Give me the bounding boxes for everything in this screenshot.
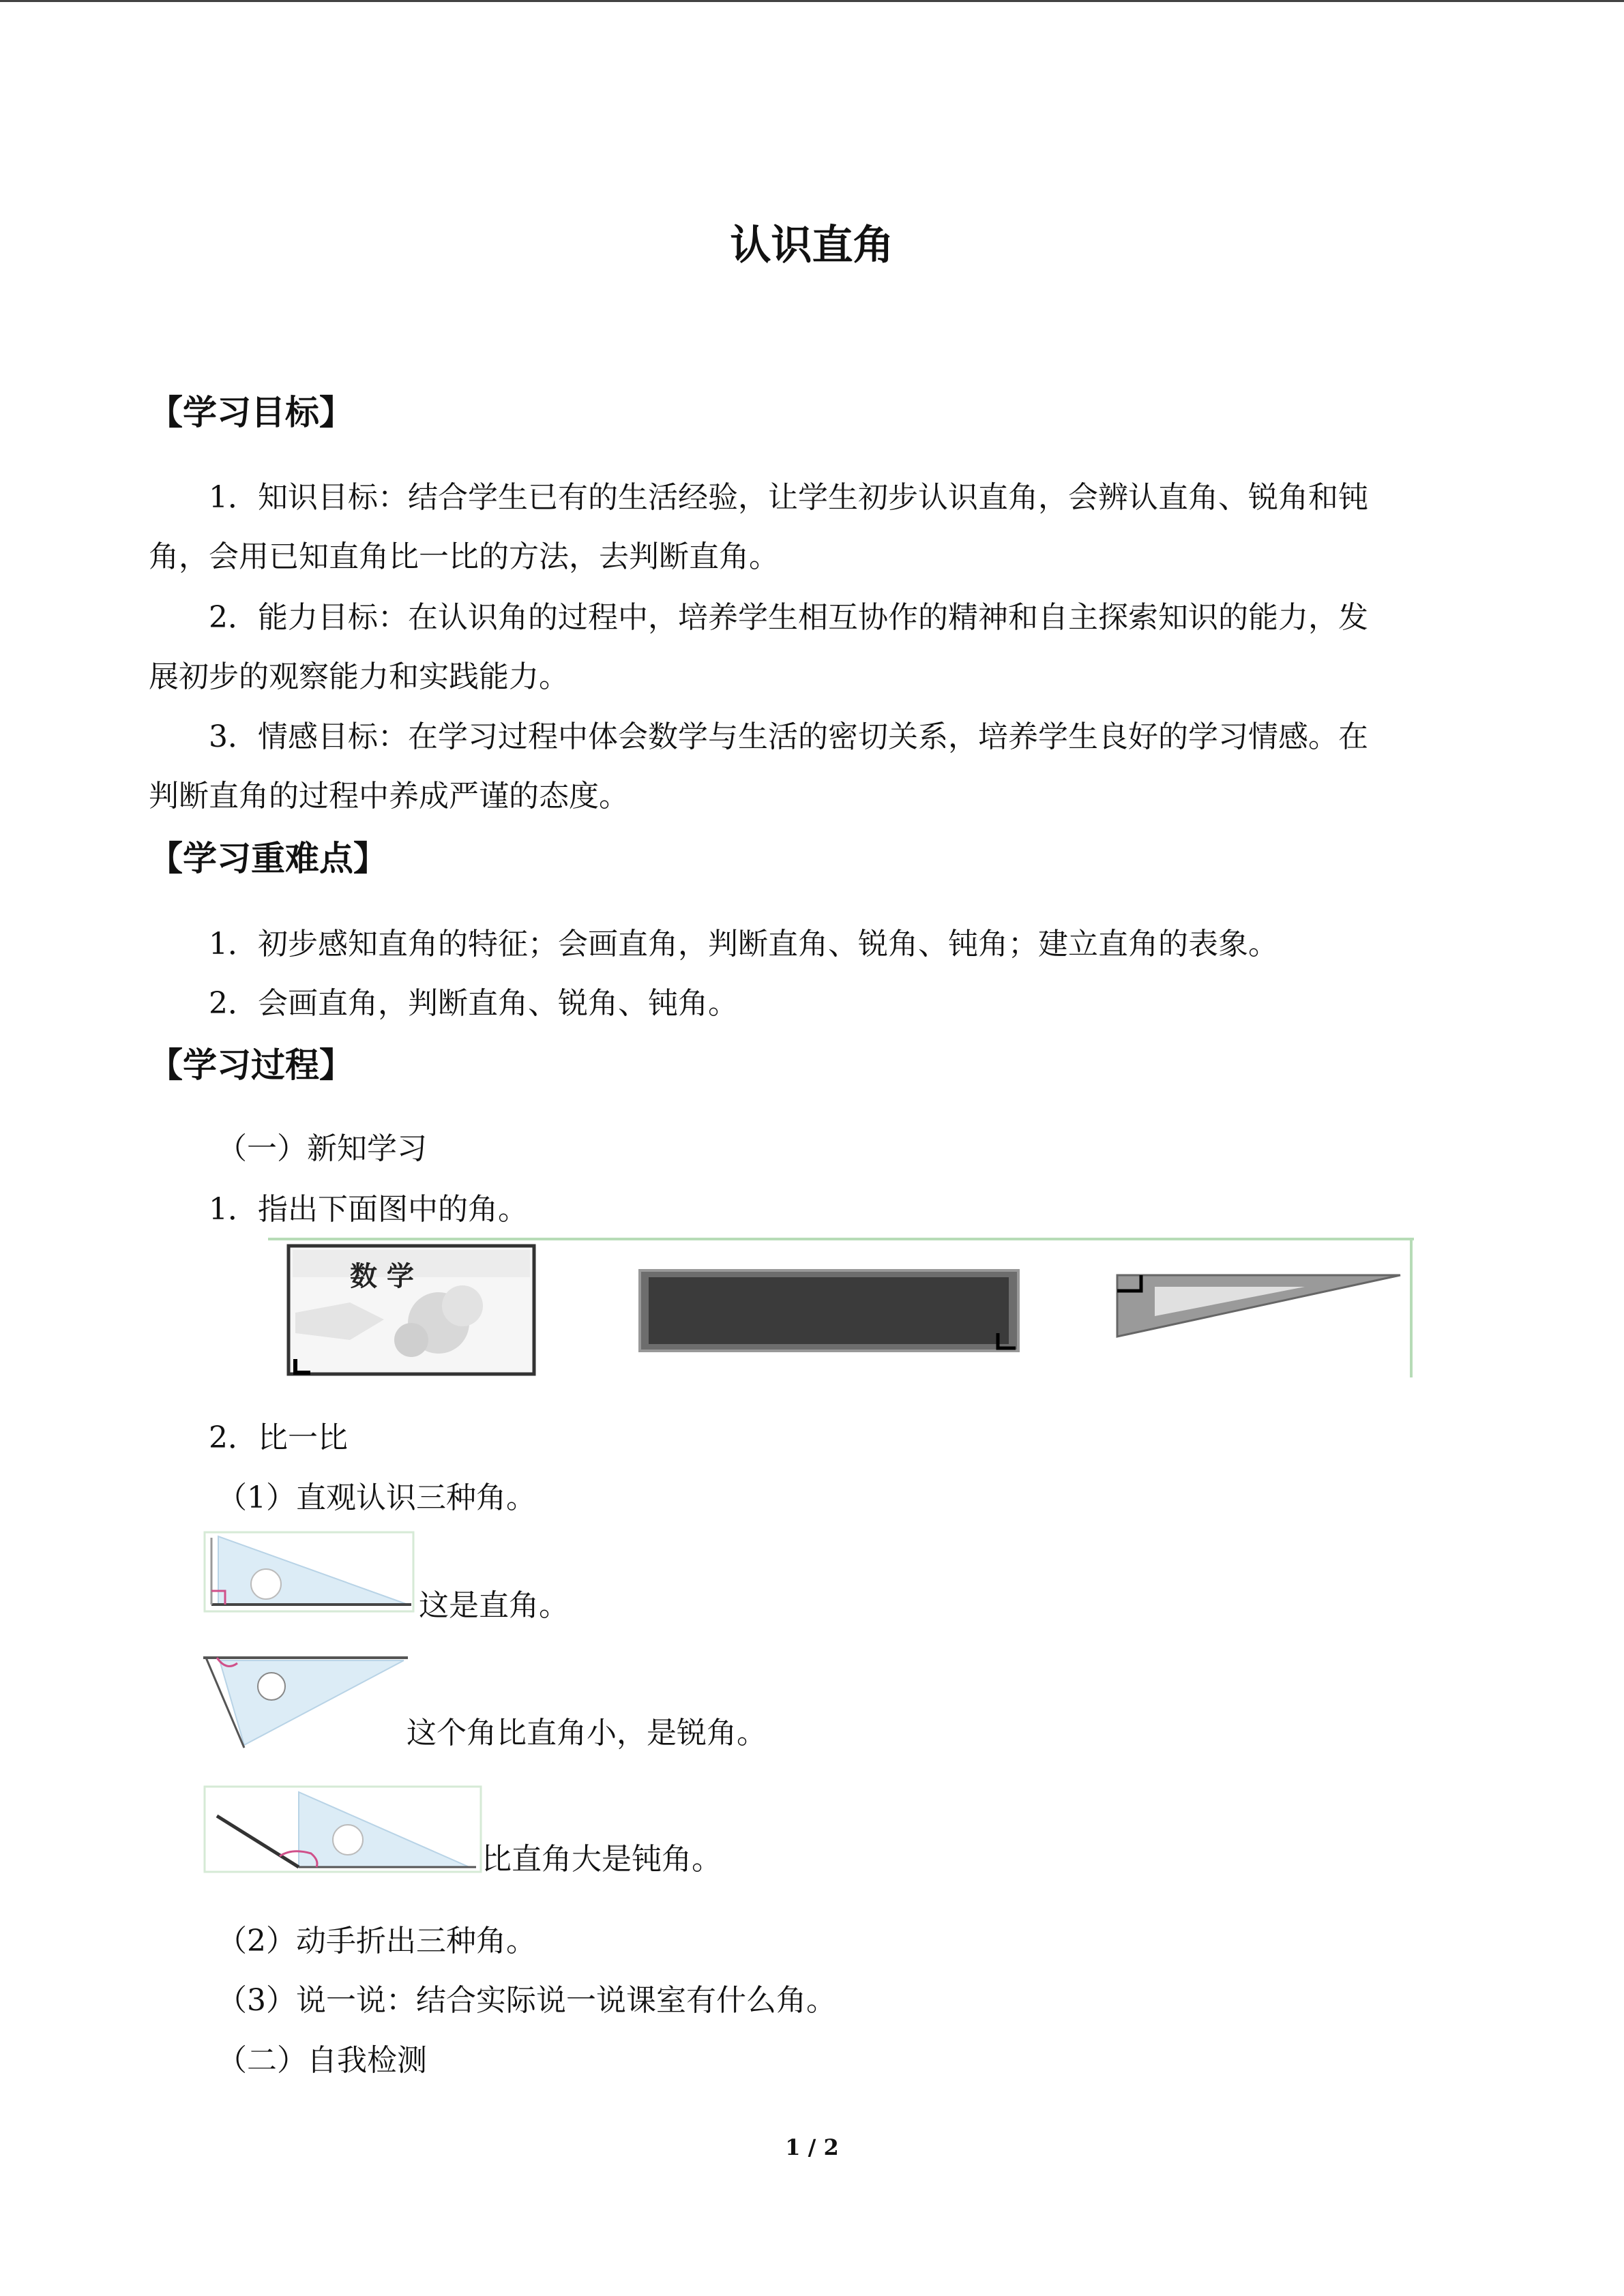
question-2: 2．比一比 [209,1420,348,1455]
right-angle-illustration [203,1531,415,1613]
part-1-heading: （一）新知学习 [217,1131,427,1166]
set-square-image [1117,1275,1400,1337]
blackboard-image [640,1270,1018,1351]
goal-2-line-2: 展初步的观察能力和实践能力。 [149,659,569,694]
acute-angle-illustration [203,1655,408,1750]
section-heading-goals: 【学习目标】 [149,393,353,432]
obtuse-angle-illustration [203,1785,483,1874]
goal-3-line-1: 3．情感目标：在学习过程中体会数学与生活的密切关系，培养学生良好的学习情感。在 [209,719,1368,754]
document-title: 认识直角 [730,222,894,269]
goal-1-line-2: 角，会用已知直角比一比的方法，去判断直角。 [149,539,779,574]
part-2-heading: （二）自我检测 [217,2043,427,2078]
question-2-1: （1）直观认识三种角。 [217,1480,536,1515]
question-2-2: （2）动手折出三种角。 [217,1924,536,1958]
section-heading-process: 【学习过程】 [149,1045,353,1085]
textbook-cover-title: 数 学 [350,1260,414,1292]
obtuse-angle-caption: 比直角大是钝角。 [482,1842,722,1877]
right-angle-caption: 这是直角。 [419,1588,569,1623]
goal-1-line-1: 1．知识目标：结合学生已有的生活经验，让学生初步认识直角，会辨认直角、锐角和钝 [209,480,1368,515]
section-heading-keypoints: 【学习重难点】 [149,839,387,878]
acute-angle-caption: 这个角比直角小，是锐角。 [407,1716,767,1750]
question-2-3: （3）说一说：结合实际说一说课室有什么角。 [217,1983,836,2018]
keypoint-2: 2．会画直角，判断直角、锐角、钝角。 [209,986,738,1021]
page-number: 1 / 2 [785,2134,839,2160]
angle-objects-figure [268,1238,1414,1377]
angle-objects-svg [268,1238,1414,1377]
question-1: 1．指出下面图中的角。 [209,1192,528,1227]
goal-2-line-1: 2．能力目标：在认识角的过程中，培养学生相互协作的精神和自主探索知识的能力，发 [209,600,1368,635]
goal-3-line-2: 判断直角的过程中养成严谨的态度。 [149,779,629,814]
page-top-border [0,0,1624,2]
keypoint-1: 1．初步感知直角的特征；会画直角，判断直角、锐角、钝角；建立直角的表象。 [209,927,1278,961]
